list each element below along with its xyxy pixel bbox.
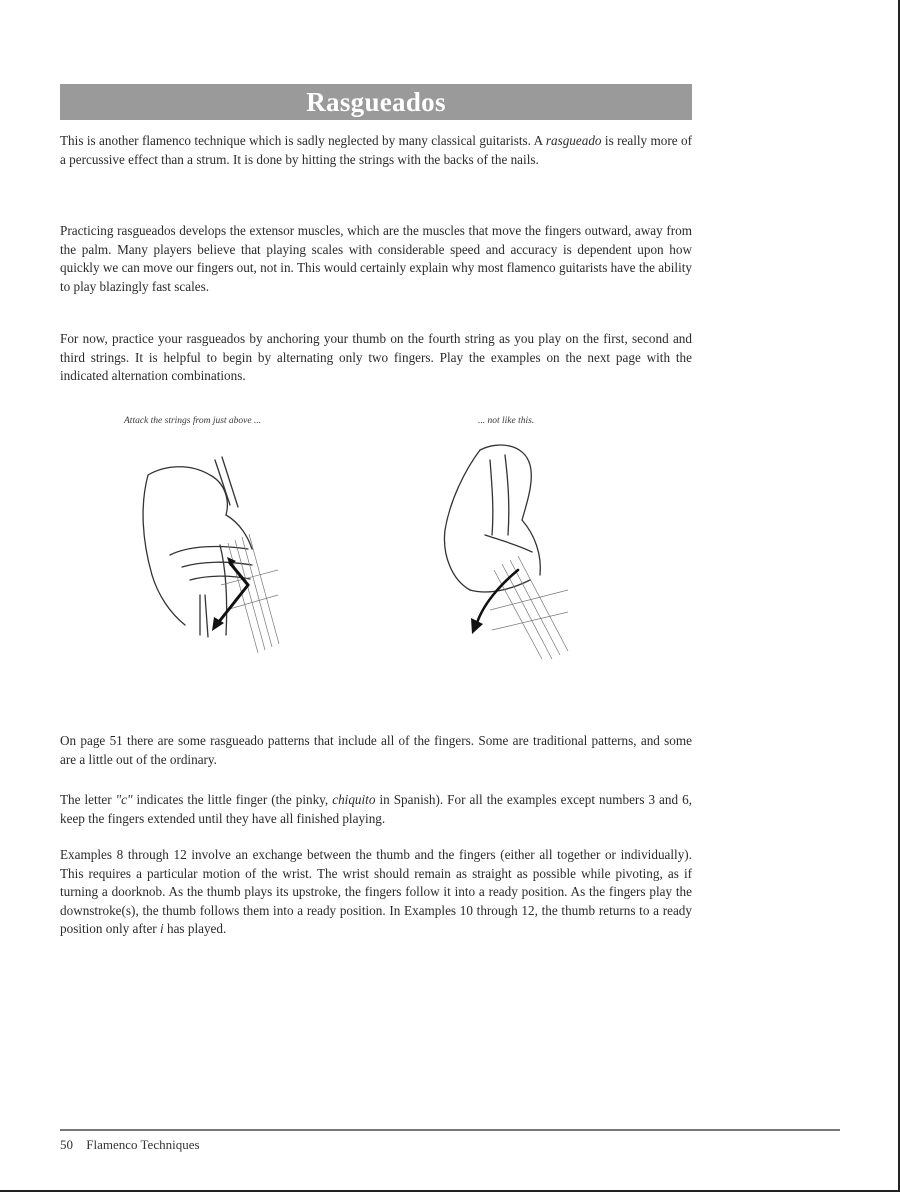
page-number: 50 [60,1137,73,1152]
hand-illustration-incorrect [430,440,570,660]
footer-divider [60,1129,840,1131]
paragraph-intro: This is another flamenco technique which is sadly neglected by many classical guitarists. A rasgueado is really more of a percussive effect than a strum. It is done by hitting the strings with the backs of the nails. [60,133,692,167]
page-title: Rasgueados [306,86,446,117]
caption-right: ... not like this. [478,416,535,426]
paragraph-extensor: Practicing rasgueados develops the extensor muscles, which are the muscles that move the fingers outward, away from the palm. Many players believe that playing scales with considerable speed and accuracy is dependent upon how quickly we can move our fingers out, not in. This would certainly explain why most flamenco guitarists have the ability to play blazingly fast scales. [60,223,692,294]
paragraph-patterns: On page 51 there are some rasgueado patterns that include all of the fingers. Some are traditional patterns, and some are a little out of the ordinary. [60,733,692,767]
title-bar [60,84,692,120]
paragraph-practice: For now, practice your rasgueados by anchoring your thumb on the fourth string as you play on the first, second and third strings. It is helpful to begin by alternating only two fingers. Play the examples on the next page with the indicated alternation combinations. [60,331,692,383]
paragraph-exchange: Examples 8 through 12 involve an exchange between the thumb and the fingers (either all together or individually). This requires a particular motion of the wrist. The wrist should remain as straight as possible while pivoting, as if turning a doorknob. As the thumb plays its upstroke, the fingers follow it into a ready position. As the fingers play the downstroke(s), the thumb follows them into a ready position. In Examples 10 through 12, the thumb returns to a ready position only after i has played. [60,847,692,936]
caption-left: Attack the strings from just above ... [124,416,262,426]
paragraph-pinky: The letter "c" indicates the little finger (the pinky, chiquito in Spanish). For all the examples except numbers 3 and 6, keep the fingers extended until they have all finished playing. [60,792,692,826]
page-footer [60,1137,210,1153]
hand-illustration-correct [130,445,280,655]
section-name: Flamenco Techniques [86,1137,200,1152]
